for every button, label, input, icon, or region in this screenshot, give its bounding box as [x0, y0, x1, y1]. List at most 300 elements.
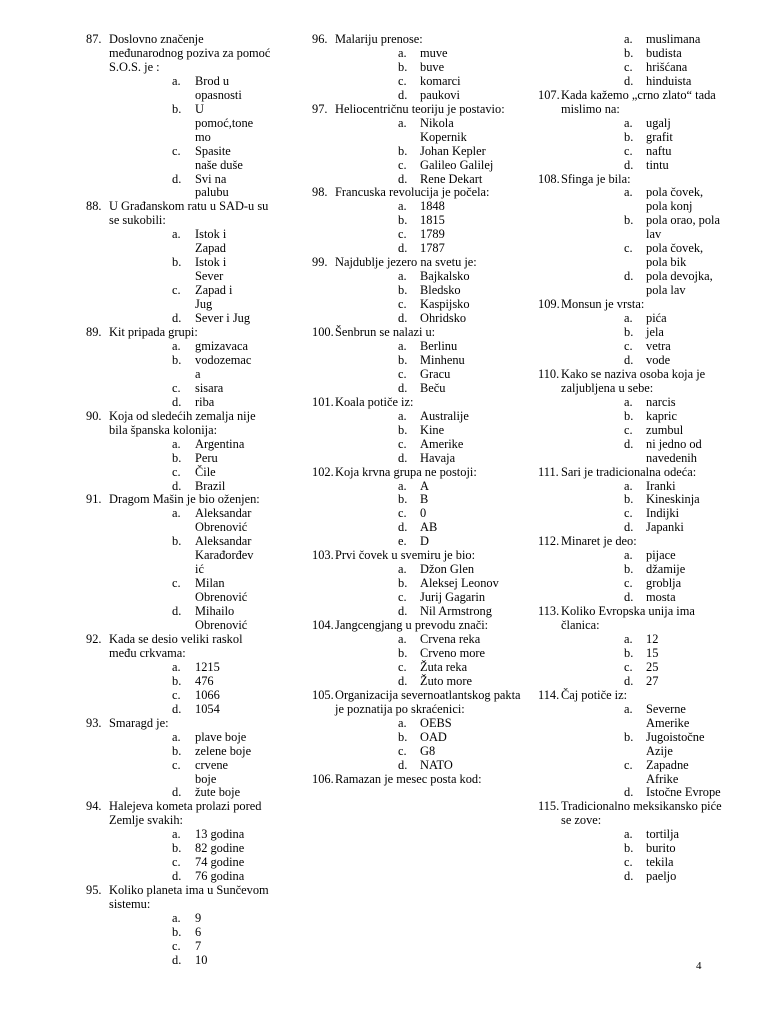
answer-letter: b. — [624, 408, 634, 423]
answer-option — [538, 145, 728, 159]
answer-text: tekila — [646, 855, 674, 870]
answer-option — [312, 382, 524, 396]
answer-letter: d. — [398, 757, 408, 772]
answer-option — [86, 856, 272, 870]
answer-option — [312, 117, 524, 145]
answer-text: grafit — [646, 129, 673, 144]
answer-list — [538, 396, 728, 466]
answer-text: zelene boje — [195, 743, 252, 758]
answer-letter: b. — [398, 213, 408, 228]
answer-option — [86, 577, 272, 605]
answer-letter: c. — [398, 436, 407, 451]
answer-option — [538, 675, 728, 689]
answer-option — [312, 61, 524, 75]
answer-text: Argentina — [195, 436, 245, 451]
answer-letter: b. — [172, 673, 182, 688]
answer-letter: d. — [624, 352, 634, 367]
answer-text: riba — [195, 394, 215, 409]
question-header — [538, 89, 728, 117]
answer-letter: b. — [398, 352, 408, 367]
answer-list — [312, 480, 524, 550]
answer-option — [312, 452, 524, 466]
answer-text: 76 godina — [195, 869, 245, 884]
answer-option — [312, 368, 524, 382]
answer-option — [312, 731, 524, 745]
answer-text: narcis — [646, 394, 676, 409]
answer-letter: a. — [172, 729, 181, 744]
answer-text: AB — [420, 520, 438, 535]
question-text: Smaragd je: — [109, 715, 169, 730]
answer-letter: c. — [624, 506, 633, 521]
answer-option — [86, 103, 272, 145]
answer-list — [312, 633, 524, 689]
answer-text: Brod u opasnosti — [195, 73, 242, 102]
answer-text: Gracu — [420, 366, 451, 381]
question-number: 87. — [86, 32, 102, 46]
question-number: 93. — [86, 715, 102, 730]
answer-letter: d. — [624, 157, 634, 172]
answer-text: žute boje — [195, 785, 241, 800]
answer-text: Zapad i Jug — [195, 283, 233, 312]
answer-letter: a. — [398, 408, 407, 423]
answer-option — [312, 507, 524, 521]
answer-letter: b. — [398, 283, 408, 298]
question-text: Koja krvna grupa ne postoji: — [335, 464, 477, 479]
answer-text: OEBS — [420, 715, 452, 730]
answer-letter: c. — [398, 366, 407, 381]
answer-letter: a. — [624, 548, 633, 563]
answer-option — [538, 521, 728, 535]
question-item — [86, 493, 272, 633]
question-header — [312, 549, 524, 563]
question-item — [538, 89, 728, 173]
answer-option — [312, 340, 524, 354]
question-number: 113. — [538, 604, 560, 619]
answer-letter: c. — [172, 938, 181, 953]
answer-text: OAD — [420, 729, 447, 744]
question-text: Koala potiče iz: — [335, 394, 414, 409]
question-text: Najdublje jezero na svetu je: — [335, 255, 477, 270]
answer-letter: d. — [172, 604, 182, 619]
answer-option — [538, 549, 728, 563]
answer-letter: a. — [398, 269, 407, 284]
answer-option — [312, 438, 524, 452]
question-item — [86, 326, 272, 410]
answer-option — [312, 298, 524, 312]
question-number: 98. — [312, 185, 328, 200]
answer-letter: d. — [398, 241, 408, 256]
answer-letter: d. — [172, 701, 182, 716]
answer-letter: a. — [398, 115, 407, 130]
answer-list — [538, 186, 728, 298]
answer-letter: a. — [624, 701, 633, 716]
question-number: 95. — [86, 883, 102, 898]
answer-text: kapric — [646, 408, 677, 423]
answer-option — [86, 870, 272, 884]
answer-letter: a. — [398, 478, 407, 493]
answer-text: sisara — [195, 380, 224, 395]
answer-text: Australije — [420, 408, 469, 423]
answer-option — [312, 47, 524, 61]
answer-option — [86, 759, 272, 787]
answer-letter: d. — [398, 520, 408, 535]
answer-option — [538, 786, 728, 800]
answer-letter: a. — [398, 562, 407, 577]
answer-text: groblja — [646, 576, 682, 591]
answer-option — [538, 438, 728, 466]
question-text: Halejeva kometa prolazi pored Zemlje svakih: — [109, 799, 262, 828]
answer-list — [312, 340, 524, 396]
answer-option — [86, 786, 272, 800]
answer-text: vode — [646, 352, 671, 367]
answer-text: hrišćana — [646, 59, 688, 74]
answer-letter: b. — [624, 562, 634, 577]
question-number: 102. — [312, 464, 334, 479]
answer-option — [538, 186, 728, 214]
answer-letter: b. — [172, 841, 182, 856]
question-item — [538, 605, 728, 689]
answer-letter: a. — [624, 32, 633, 46]
answer-letter: c. — [398, 297, 407, 312]
answer-option — [312, 354, 524, 368]
answer-option — [538, 591, 728, 605]
answer-option — [86, 284, 272, 312]
question-header — [312, 466, 524, 480]
answer-letter: b. — [172, 101, 182, 116]
answer-letter: d. — [624, 869, 634, 884]
answer-letter: d. — [624, 269, 634, 284]
question-header — [312, 256, 524, 270]
answer-letter: b. — [172, 534, 182, 549]
answer-text: 1215 — [195, 659, 220, 674]
question-header — [86, 800, 272, 828]
answer-letter: d. — [172, 869, 182, 884]
question-header — [312, 103, 524, 117]
answer-list — [86, 228, 272, 326]
answer-text: pola orao, pola lav — [646, 213, 720, 242]
answer-letter: d. — [398, 380, 408, 395]
answer-list — [538, 33, 728, 89]
answer-text: Milan Obrenović — [195, 576, 248, 605]
question-item — [86, 884, 272, 968]
answer-text: komarci — [420, 73, 461, 88]
answer-list — [538, 633, 728, 689]
answer-text: 13 godina — [195, 827, 245, 842]
question-number: 100. — [312, 325, 334, 340]
answer-option — [538, 870, 728, 884]
answer-letter: c. — [398, 659, 407, 674]
answer-text: 1815 — [420, 213, 445, 228]
question-header — [86, 493, 272, 507]
answer-option — [312, 759, 524, 773]
answer-text: Svi na palubu — [195, 171, 229, 200]
question-item — [86, 33, 272, 200]
question-item — [86, 200, 272, 326]
answer-letter: b. — [624, 213, 634, 228]
answer-option — [86, 940, 272, 954]
answer-option — [86, 480, 272, 494]
answer-option — [86, 828, 272, 842]
answer-letter: c. — [172, 143, 181, 158]
answer-text: 1787 — [420, 241, 445, 256]
answer-letter: c. — [398, 506, 407, 521]
answer-list — [538, 549, 728, 605]
answer-list — [312, 117, 524, 187]
answer-text: Bajkalsko — [420, 269, 470, 284]
answer-letter: d. — [398, 311, 408, 326]
answer-letter: c. — [624, 422, 633, 437]
answer-text: Istok i Sever — [195, 255, 227, 284]
answer-text: Žuta reka — [420, 659, 468, 674]
question-number: 114. — [538, 687, 560, 702]
question-header — [312, 396, 524, 410]
question-item — [86, 410, 272, 494]
answer-list — [312, 410, 524, 466]
question-header — [86, 326, 272, 340]
answer-text: 10 — [195, 952, 208, 967]
question-text: Koliko Evropska unija ima članica: — [561, 604, 695, 633]
answer-text: gmizavaca — [195, 338, 248, 353]
answer-option — [312, 493, 524, 507]
answer-text: budista — [646, 45, 682, 60]
answer-list — [86, 912, 272, 968]
answer-list — [312, 717, 524, 773]
answer-text: Žuto more — [420, 673, 472, 688]
answer-letter: c. — [624, 143, 633, 158]
question-header — [538, 173, 728, 187]
answer-text: Aleksandar Obrenović — [195, 506, 252, 535]
answer-option — [86, 731, 272, 745]
answer-letter: c. — [398, 227, 407, 242]
answer-letter: d. — [172, 952, 182, 967]
answer-letter: b. — [398, 422, 408, 437]
answer-text: vodozemac a — [195, 352, 252, 381]
answer-letter: d. — [172, 394, 182, 409]
answer-option — [86, 396, 272, 410]
answer-text: Sever i Jug — [195, 311, 251, 326]
question-item — [538, 33, 728, 89]
answer-option — [538, 828, 728, 842]
answer-text: Bledsko — [420, 283, 461, 298]
answer-text: burito — [646, 841, 676, 856]
question-header — [312, 33, 524, 47]
answer-letter: d. — [172, 478, 182, 493]
question-header — [86, 200, 272, 228]
question-number: 110. — [538, 366, 560, 381]
question-text: Malariju prenose: — [335, 32, 423, 46]
answer-letter: b. — [172, 925, 182, 939]
answer-text: 1789 — [420, 227, 445, 242]
answer-text: Beču — [420, 380, 446, 395]
answer-option — [312, 424, 524, 438]
answer-letter: d. — [398, 604, 408, 619]
answer-list — [538, 703, 728, 801]
answer-text: U pomoć,tone mo — [195, 101, 254, 144]
question-item — [538, 368, 728, 466]
answer-letter: b. — [624, 841, 634, 856]
question-item — [312, 33, 524, 103]
answer-text: muve — [420, 45, 448, 60]
question-item — [538, 466, 728, 536]
answer-option — [312, 535, 524, 549]
answer-letter: a. — [624, 394, 633, 409]
answer-option — [538, 242, 728, 270]
answer-text: tintu — [646, 157, 669, 172]
answer-list — [312, 270, 524, 326]
answer-list — [538, 117, 728, 173]
answer-option — [86, 842, 272, 856]
answer-option — [538, 214, 728, 242]
answer-letter: a. — [398, 338, 407, 353]
answer-option — [312, 75, 524, 89]
answer-text: pola čovek, pola konj — [646, 185, 704, 214]
answer-text: D — [420, 534, 429, 549]
question-number: 104. — [312, 618, 334, 633]
answer-option — [86, 145, 272, 173]
question-text: Kit pripada grupi: — [109, 325, 198, 340]
column-3 — [538, 33, 728, 884]
answer-text: Japanki — [646, 520, 684, 535]
answer-letter: a. — [398, 631, 407, 646]
answer-option — [86, 689, 272, 703]
answer-option — [538, 563, 728, 577]
answer-letter: e. — [398, 534, 407, 549]
answer-letter: d. — [624, 73, 634, 88]
answer-text: Havaja — [420, 450, 456, 465]
answer-list — [86, 731, 272, 801]
question-text: Ramazan je mesec posta kod: — [335, 771, 482, 786]
answer-text: paukovi — [420, 87, 460, 102]
question-number: 107. — [538, 87, 560, 102]
answer-option — [312, 284, 524, 298]
answer-option — [538, 117, 728, 131]
answer-option — [538, 410, 728, 424]
answer-option — [86, 228, 272, 256]
answer-letter: d. — [172, 311, 182, 326]
answer-list — [538, 828, 728, 884]
answer-letter: a. — [172, 338, 181, 353]
question-text: Sari je tradicionalna odeća: — [561, 464, 697, 479]
answer-text: Istok i Zapad — [195, 227, 227, 256]
answer-option — [312, 270, 524, 284]
answer-option — [538, 856, 728, 870]
answer-letter: a. — [172, 659, 181, 674]
answer-option — [538, 731, 728, 759]
question-text: U Građanskom ratu u SAD-u su se sukobili: — [109, 199, 269, 228]
answer-text: Aleksandar Karađorđev ić — [195, 534, 254, 577]
answer-text: G8 — [420, 743, 436, 758]
answer-letter: c. — [624, 59, 633, 74]
question-item — [312, 186, 524, 256]
question-header — [538, 535, 728, 549]
answer-option — [312, 242, 524, 256]
answer-text: ugalj — [646, 115, 671, 130]
answer-text: 25 — [646, 659, 659, 674]
answer-text: Zapadne Afrike — [646, 757, 689, 786]
answer-text: Kine — [420, 422, 445, 437]
answer-letter: b. — [624, 45, 634, 60]
question-number: 105. — [312, 687, 334, 702]
answer-option — [538, 507, 728, 521]
answer-text: Jugoistočne Azije — [646, 729, 705, 758]
answer-option — [538, 577, 728, 591]
question-item — [312, 396, 524, 466]
answer-text: Čile — [195, 464, 216, 479]
question-text: Koja od sledećih zemalja nije bila španska kolonija: — [109, 408, 256, 437]
answer-text: Indijki — [646, 506, 680, 521]
answer-letter: a. — [624, 827, 633, 842]
answer-text: ni jedno od navedenih — [646, 436, 702, 465]
answer-text: Berlinu — [420, 338, 458, 353]
question-number: 108. — [538, 171, 560, 186]
question-item — [538, 689, 728, 801]
answer-option — [86, 75, 272, 103]
question-header — [86, 33, 272, 75]
question-item — [538, 800, 728, 884]
answer-option — [538, 633, 728, 647]
question-number: 109. — [538, 297, 560, 312]
answer-letter: d. — [624, 785, 634, 800]
answer-option — [86, 452, 272, 466]
question-text: Minaret je deo: — [561, 534, 637, 549]
answer-letter: a. — [624, 478, 633, 493]
answer-text: pijace — [646, 548, 676, 563]
question-text: Kada kažemo „crno zlato“ tada mislimo na: — [561, 87, 716, 116]
question-text: Prvi čovek u svemiru je bio: — [335, 548, 476, 563]
answer-text: B — [420, 492, 429, 507]
answer-text: hinduista — [646, 73, 692, 88]
answer-letter: c. — [398, 590, 407, 605]
answer-text: Amerike — [420, 436, 464, 451]
answer-text: vetra — [646, 338, 671, 353]
question-item — [86, 633, 272, 717]
answer-list — [86, 661, 272, 717]
question-text: Organizacija severnoatlantskog pakta je poznatija po skraćenici: — [335, 687, 521, 716]
answer-letter: a. — [624, 631, 633, 646]
answer-letter: a. — [624, 185, 633, 200]
answer-option — [86, 507, 272, 535]
answer-text: NATO — [420, 757, 453, 772]
answer-text: 7 — [195, 938, 202, 953]
answer-list — [312, 47, 524, 103]
answer-letter: a. — [172, 827, 181, 842]
question-number: 112. — [538, 534, 560, 549]
question-item — [312, 549, 524, 619]
page-number: 4 — [696, 960, 702, 972]
answer-letter: c. — [624, 855, 633, 870]
answer-option — [312, 145, 524, 159]
answer-letter: c. — [172, 855, 181, 870]
answer-letter: c. — [172, 576, 181, 591]
answer-letter: a. — [624, 311, 633, 326]
answer-list — [538, 312, 728, 368]
question-text: Čaj potiče iz: — [561, 687, 628, 702]
answer-option — [312, 717, 524, 731]
answer-letter: d. — [398, 87, 408, 102]
answer-text: Mihailo Obrenović — [195, 604, 248, 633]
answer-text: 9 — [195, 911, 202, 926]
answer-letter: b. — [398, 143, 408, 158]
question-text: Tradicionalno meksikansko piće se zove: — [561, 799, 722, 828]
question-item — [86, 800, 272, 884]
answer-option — [312, 89, 524, 103]
question-text: Dragom Mašin je bio oženjen: — [109, 492, 260, 507]
answer-option — [538, 424, 728, 438]
answer-letter: b. — [172, 450, 182, 465]
answer-text: Rene Dekart — [420, 171, 483, 186]
answer-option — [312, 173, 524, 187]
answer-text: 1848 — [420, 199, 445, 214]
